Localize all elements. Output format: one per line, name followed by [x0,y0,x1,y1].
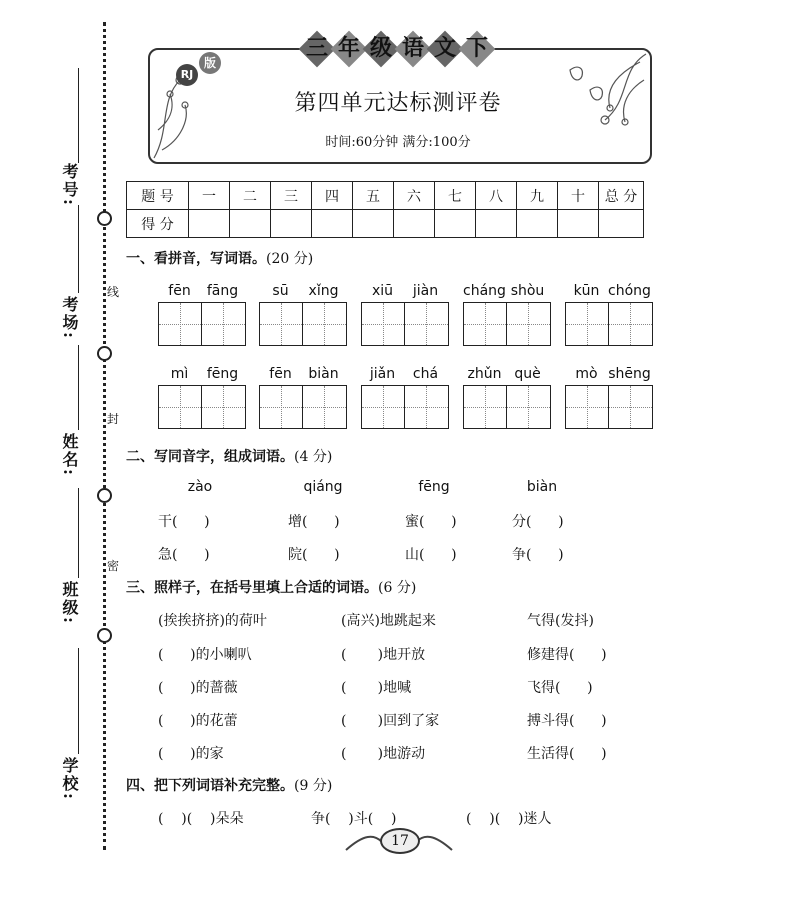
tianzige-grid[interactable] [259,385,347,429]
homophone-item[interactable]: 分( ) [512,514,564,530]
score-cell[interactable] [599,210,644,238]
pinyin: fēn [269,366,292,382]
table-header-cell: 七 [435,182,476,210]
table-row [127,182,644,210]
idiom-item[interactable]: ( )( )迷人 [466,811,552,827]
score-cell[interactable] [230,210,271,238]
tianzige-grid[interactable] [565,385,653,429]
seal-char-mi: 密 [107,559,120,573]
pinyin: cháng [463,283,506,299]
table-header-cell: 题 号 [127,182,189,210]
class-label: 班级: [60,581,79,625]
tianzige-grid[interactable] [361,385,449,429]
pinyin: què [514,366,541,382]
tianzige-grid[interactable] [463,302,551,346]
fill-phrase[interactable]: 飞得( ) [527,680,593,696]
pinyin: zhǔn [467,366,502,382]
table-header-cell: 十 [558,182,599,210]
time-score-info: 时间:60分钟 满分:100分 [325,135,471,150]
score-cell[interactable] [353,210,394,238]
table-header-cell: 一 [189,182,230,210]
binding-ring [97,628,112,643]
table-header-cell: 六 [394,182,435,210]
homophone-item[interactable]: 蜜( ) [405,514,457,530]
pinyin: chóng [608,283,651,299]
exam-room-field[interactable] [78,205,79,293]
binding-dotted-line [103,22,106,850]
pinyin: fēn [168,283,191,299]
section2-points: (4 分) [294,449,333,465]
pinyin: mì [170,366,189,382]
pinyin: fāng [206,283,239,299]
exam-room-label: 考场: [60,296,79,340]
fill-phrase[interactable]: ( )的家 [158,746,224,762]
name-label: 姓名: [60,433,79,477]
band-char: 语 [401,35,424,61]
tianzige-grid[interactable] [158,385,246,429]
table-row [127,210,644,238]
binding-ring [97,211,112,226]
page-number: 17 [380,828,420,854]
grade-subject-band [300,28,500,68]
section2-title-text: 二、写同音字，组成词语。 [126,449,294,465]
binding-ring [97,488,112,503]
edition-badge-ban: 版 [199,52,221,74]
section4-points: (9 分) [294,778,333,794]
idiom-item[interactable]: 争( )斗( ) [311,811,397,827]
section1-points: (20 分) [266,251,314,267]
tianzige-grid[interactable] [565,302,653,346]
band-char: 文 [433,35,456,61]
tianzige-grid[interactable] [463,385,551,429]
fill-phrase[interactable]: ( )的小喇叭 [158,647,252,663]
idiom-item[interactable]: ( )( )朵朵 [158,811,244,827]
score-row-label: 得 分 [127,210,189,238]
pinyin: jiǎn [369,366,396,382]
score-cell[interactable] [189,210,230,238]
table-header-cell: 八 [476,182,517,210]
pinyin: shēng [608,366,651,382]
pinyin: qiáng [303,479,343,495]
section3-title-text: 三、照样子，在括号里填上合适的词语。 [126,580,378,596]
homophone-item[interactable]: 院( ) [288,547,340,563]
pinyin: biàn [308,366,339,382]
fill-phrase[interactable]: ( )回到了家 [341,713,440,729]
section4-title [126,775,332,795]
score-table [126,181,644,238]
homophone-item[interactable]: 干( ) [158,514,210,530]
band-char: 年 [337,35,360,61]
school-field[interactable] [78,648,79,754]
band-char: 三 [305,35,328,61]
example-phrase: 气得(发抖) [527,613,594,629]
section3-points: (6 分) [378,580,417,596]
band-char: 级 [369,35,392,61]
homophone-item[interactable]: 山( ) [405,547,457,563]
tianzige-grid[interactable] [158,302,246,346]
table-header-cell: 三 [271,182,312,210]
tianzige-grid[interactable] [259,302,347,346]
exam-number-field[interactable] [78,68,79,163]
exam-number-label: 考号: [60,163,79,207]
table-header-cell: 二 [230,182,271,210]
score-cell[interactable] [435,210,476,238]
score-cell[interactable] [558,210,599,238]
pinyin: fēng [418,479,450,495]
score-cell[interactable] [394,210,435,238]
pinyin: xǐng [308,283,339,299]
binding-ring [97,346,112,361]
score-cell[interactable] [476,210,517,238]
homophone-item[interactable]: 争( ) [512,547,564,563]
fill-phrase[interactable]: ( )的蔷薇 [158,680,238,696]
seal-char-feng: 封 [107,412,120,426]
pinyin: zào [187,479,213,495]
section4-title-text: 四、把下列词语补充完整。 [126,778,294,794]
homophone-item[interactable]: 急( ) [158,547,210,563]
section3-title [126,577,416,597]
pinyin: kūn [573,283,600,299]
pinyin: chá [412,366,439,382]
fill-phrase[interactable]: 修建得( ) [527,647,607,663]
example-phrase: (挨挨挤挤)的荷叶 [158,613,267,629]
table-header-cell: 九 [517,182,558,210]
tianzige-grid[interactable] [361,302,449,346]
pinyin: fēng [206,366,239,382]
pinyin: shòu [510,283,545,299]
section1-title [126,248,313,268]
table-header-cell: 总 分 [599,182,644,210]
seal-char-xian: 线 [107,285,120,299]
band-char: 下 [465,35,488,61]
score-cell[interactable] [517,210,558,238]
pinyin: mò [575,366,598,382]
fill-phrase[interactable]: ( )地游动 [341,746,426,762]
fill-phrase[interactable]: ( )的花蕾 [158,713,238,729]
table-header-cell: 五 [353,182,394,210]
example-phrase: (高兴)地跳起来 [341,613,436,629]
page-title: 第四单元达标测评卷 [294,91,502,116]
homophone-item[interactable]: 增( ) [288,514,340,530]
pinyin: xiū [371,283,394,299]
table-header-cell: 四 [312,182,353,210]
name-field[interactable] [78,345,79,430]
edition-badge-rj: RJ [176,64,198,86]
score-cell[interactable] [312,210,353,238]
pinyin: sū [272,283,289,299]
fill-phrase[interactable]: ( )地喊 [341,680,412,696]
class-field[interactable] [78,488,79,578]
section2-title [126,446,332,466]
score-cell[interactable] [271,210,312,238]
section1-title-text: 一、看拼音，写词语。 [126,251,266,267]
pinyin: biàn [526,479,558,495]
fill-phrase[interactable]: 生活得( ) [527,746,607,762]
pinyin: jiàn [412,283,439,299]
school-label: 学校: [60,757,79,801]
fill-phrase[interactable]: ( )地开放 [341,647,426,663]
fill-phrase[interactable]: 搏斗得( ) [527,713,607,729]
